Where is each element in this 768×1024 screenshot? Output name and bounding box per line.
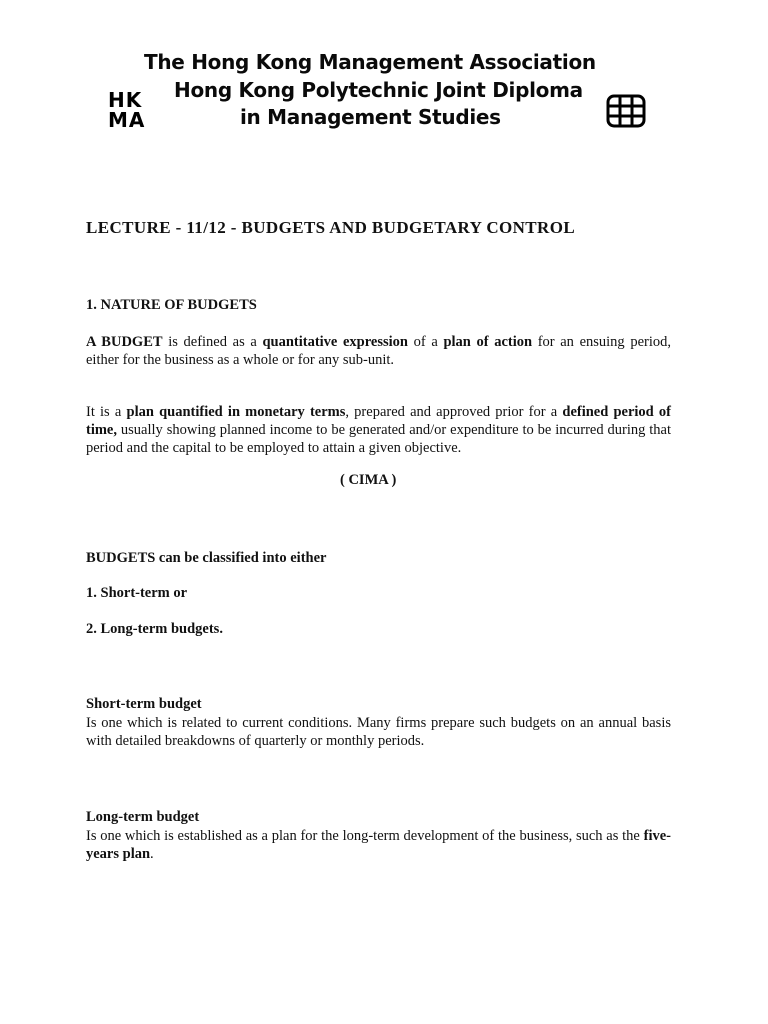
term-a-budget: A BUDGET [86,334,163,350]
term-plan-quantified: plan quantified in monetary terms [126,404,346,420]
long-term-budget-heading: Long-term budget [86,809,200,825]
header-association-name: The Hong Kong Management Association [144,50,596,74]
classification-heading: BUDGETS can be classified into either [86,550,327,566]
term-defined-period: defined period of time, [86,404,672,438]
text-span: is defined as a [162,334,263,350]
text-span: of a [408,334,444,350]
list-item-short-term: 1. Short-term or [86,585,188,601]
term-quantitative-expression: quantitative expression [262,334,408,350]
section-heading-nature-of-budgets: 1. NATURE OF BUDGETS [86,297,257,313]
budget-definition-paragraph [86,333,671,369]
text-span: for an ensuing period, either for the business as a whole or for any sub-unit. [86,334,671,368]
text-span: It is a [86,404,127,420]
plan-quantified-paragraph [86,403,671,457]
short-term-budget-heading: Short-term budget [86,696,202,712]
text-span: , prepared and approved prior for a [345,404,563,420]
term-five-years-plan: five-years plan [86,828,671,862]
text-span: . [150,846,154,862]
cima-citation: ( CIMA ) [340,472,397,488]
text-span: usually showing planned income to be generated and/or expenditure to be incurred during that period and the capital to be employed to attain a given objective. [86,422,671,456]
term-plan-of-action: plan of action [443,334,533,350]
long-term-budget-text [86,827,671,863]
short-term-budget-text: Is one which is related to current conditions. Many firms prepare such budgets on an annual basis with detailed breakdowns of quarterly or monthly periods. [86,715,671,749]
polytechnic-grid-icon [606,94,646,128]
lecture-title: LECTURE - 11/12 - BUDGETS AND BUDGETARY CONTROL [86,218,576,237]
hkma-logo-bottom: MA [108,108,146,132]
text-span: Is one which is established as a plan for the long-term development of the business, such as the [86,828,644,844]
list-item-long-term: 2. Long-term budgets. [86,621,223,637]
header-joint-diploma: Hong Kong Polytechnic Joint Diploma [174,78,583,102]
header-management-studies: in Management Studies [240,105,501,129]
hkma-logo-top: HK [108,88,143,112]
hkma-logo [108,90,174,130]
